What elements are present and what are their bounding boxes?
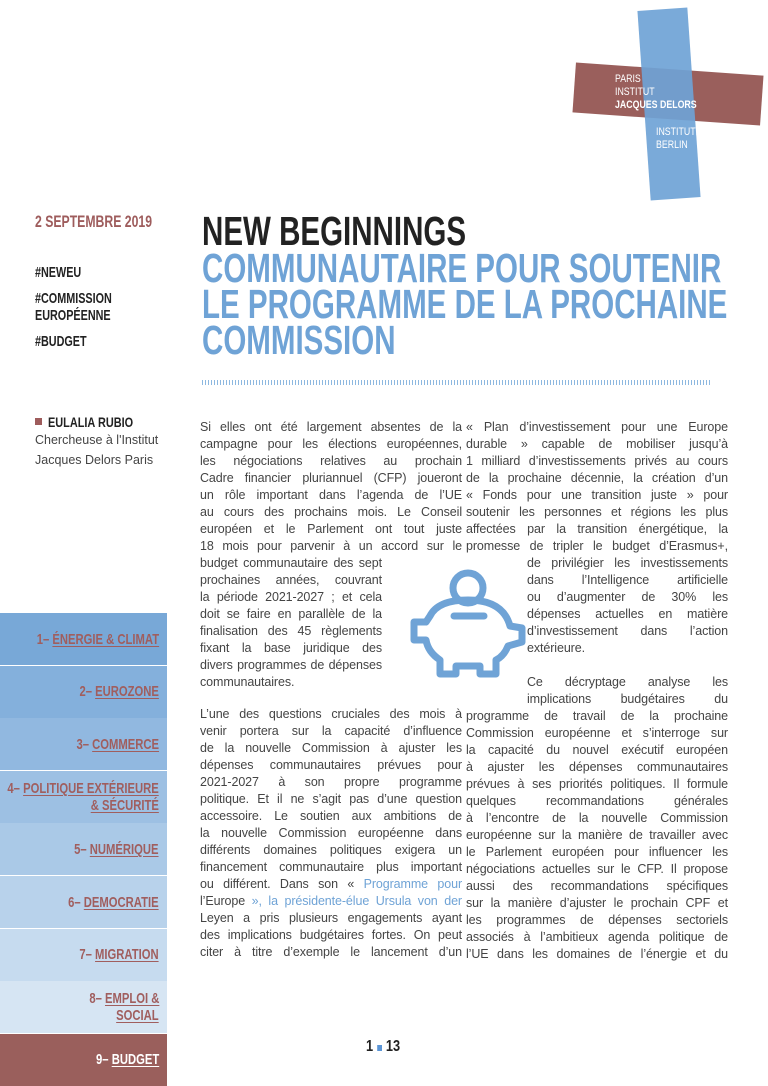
text-line: politique. Et il ne s’agit pas d’une question <box>200 792 462 806</box>
text-line: le Parlement européen pour influencer les <box>466 845 728 859</box>
text-line: au cours des prochains mois. Le Conseil <box>200 505 462 519</box>
text-line: venir portera sur la capacité d’influence <box>200 724 462 738</box>
logo-text-berlin: INSTITUTE BERLIN <box>656 126 702 151</box>
nav-item-7[interactable]: 7– MIGRATION <box>0 929 167 981</box>
author-role: Chercheuse à l'Institut <box>35 433 159 447</box>
nav-item-6[interactable]: 6– DEMOCRATIE <box>0 876 167 928</box>
text-line: Cadre financier pluriannuel (CFP) joueront <box>200 471 462 485</box>
text-line: les programmes de dépenses sectoriels <box>466 913 728 927</box>
author-role: Jacques Delors Paris <box>35 453 154 467</box>
text-line: finalisation des 45 règlements <box>200 624 382 638</box>
piggy-bank-icon <box>408 568 528 680</box>
text-line: fixant la base juridique des <box>200 641 382 655</box>
nav-item-8[interactable]: 8– EMPLOI & SOCIAL <box>0 981 167 1033</box>
text-line: d’investissement dans l’action <box>527 624 728 638</box>
programme-link[interactable]: Programme pour <box>363 877 462 891</box>
text-line: un rôle important dans l’agenda de l’UE <box>200 488 462 502</box>
text-line: européen et le Parlement ont tout juste <box>200 522 462 536</box>
page-subtitle-line: LE PROGRAMME DE LA PROCHAINE <box>202 281 728 327</box>
text-line: l’Europe », la présidente-élue Ursula von der <box>200 894 462 908</box>
text-line: 18 mois pour parvenir à un accord sur le <box>200 539 462 553</box>
bullet-square-icon <box>35 418 42 425</box>
text-line: prochaines années, couvrant <box>200 573 382 587</box>
nav-item-2[interactable]: 2– EUROZONE <box>0 666 167 718</box>
text-line: des implications budgétaires fortes. On peut <box>200 928 462 942</box>
text-line: à ajuster les dépenses communautaires <box>466 760 728 774</box>
text-line: la capacité du nouvel exécutif européen <box>466 743 728 757</box>
author-name: EULALIA RUBIO <box>35 414 157 430</box>
text-line: prévues à ses priorités politiques. Il formule <box>466 777 728 791</box>
text-line: accessoire. Le soutien aux ambitions de <box>200 809 462 823</box>
dotted-divider <box>202 380 710 385</box>
text-line: ou d’augmenter de 30% les <box>527 590 728 604</box>
text-line: aussi des recommandations spécifiques <box>466 879 728 893</box>
page-subtitle-line: COMMISSION <box>202 317 396 363</box>
text-line: dépenses communautaires prévues pour <box>200 758 462 772</box>
text-line: les négociations relatives au prochain <box>200 454 462 468</box>
logo-text-paris: PARIS INSTITUT JACQUES DELORS <box>615 73 697 111</box>
page-number: 1 13 <box>366 1038 401 1055</box>
page-title: NEW BEGINNINGS <box>202 208 467 254</box>
nav-item-4[interactable]: 4– POLITIQUE EXTÉRIEURE & SÉCURITÉ <box>0 771 167 823</box>
text-line: la période 2021-2027 ; et cela <box>200 590 382 604</box>
tag-neweu[interactable]: #NEWEU <box>35 264 82 281</box>
text-line: de la nouvelle Commission à ajuster les <box>200 741 462 755</box>
page-subtitle-line: COMMUNAUTAIRE POUR SOUTENIR <box>202 245 722 291</box>
text-line: Si elles ont été largement absentes de la <box>200 420 462 434</box>
text-line: citer à titre d’exemple le lancement d’un <box>200 945 462 959</box>
text-line: différents domaines politiques exigera un <box>200 843 462 857</box>
separator-square-icon <box>377 1045 382 1051</box>
text-line: budget communautaire des sept <box>200 556 382 570</box>
text-line: durable » capable de mobiliser jusqu’à <box>466 437 728 451</box>
text-line: 2021-2027 à son propre programme <box>200 775 462 789</box>
nav-item-9[interactable]: 9– BUDGET <box>0 1034 167 1086</box>
nav-item-5[interactable]: 5– NUMÉRIQUE <box>0 823 167 875</box>
text-line: associés à l’ambitieux agenda politique de <box>466 930 728 944</box>
text-line: Ce décryptage analyse les <box>527 675 728 689</box>
text-line: quelques recommandations générales <box>466 794 728 808</box>
text-line: européenne sur la manière de travailler avec <box>466 828 728 842</box>
text-line: Leyen a pris plusieurs engagements ayant <box>200 911 462 925</box>
programme-link[interactable]: », la présidente-élue Ursula von der <box>245 894 462 908</box>
nav-item-3[interactable]: 3– COMMERCE <box>0 718 167 770</box>
text-line: extérieure. <box>527 641 585 655</box>
text-line: implications budgétaires du <box>527 692 728 706</box>
text-line: affectées par la transition énergétique, la <box>466 522 728 536</box>
text-line: 1 milliard d’investissements privés au cours <box>466 454 728 468</box>
text-line: de privilégier les investissements <box>527 556 728 570</box>
text-line: « Plan d’investissement pour une Europe <box>466 420 728 434</box>
publication-date: 2 SEPTEMBRE 2019 <box>35 212 153 231</box>
text-line: dépenses actuelles en matière <box>527 607 728 621</box>
nav-item-1[interactable]: 1– ÉNERGIE & CLIMAT <box>0 613 167 665</box>
text-line: ou différent. Dans son « Programme pour <box>200 877 462 891</box>
text-line: L’une des questions cruciales des mois à <box>200 707 462 721</box>
text-line: communautaires. <box>200 675 295 689</box>
text-line: dans l’Intelligence artificielle <box>527 573 728 587</box>
text-line: campagne pour les élections européennes, <box>200 437 462 451</box>
text-line: « Fonds pour une transition juste » pour <box>466 488 728 502</box>
institute-logo <box>570 5 768 205</box>
text-line: Commission européenne et s’interroge sur <box>466 726 728 740</box>
tag-commission[interactable]: #COMMISSION EUROPÉENNE <box>35 290 112 324</box>
text-line: négociations actuelles sur le CFP. Il propose <box>466 862 728 876</box>
text-line: divers programmes de dépenses <box>200 658 382 672</box>
text-line: programme de travail de la prochaine <box>466 709 728 723</box>
text-line: la nouvelle Commission européenne dans <box>200 826 462 840</box>
text-line: de la prochaine décennie, la création d’un <box>466 471 728 485</box>
text-line: sur la manière d’ajuster le prochain CPF et <box>466 896 728 910</box>
tag-budget[interactable]: #BUDGET <box>35 333 87 350</box>
text-line: l’UE dans les domaines de l’énergie et du <box>466 947 728 961</box>
text-line: promesse de tripler le budget d’Erasmus+, <box>466 539 728 553</box>
text-line: doit se faire en parallèle de la <box>200 607 382 621</box>
text-line: soutenir les personnes et régions les plus <box>466 505 728 519</box>
text-line: à l’encontre de la nouvelle Commission <box>466 811 728 825</box>
text-line: financement communautaire plus important <box>200 860 462 874</box>
